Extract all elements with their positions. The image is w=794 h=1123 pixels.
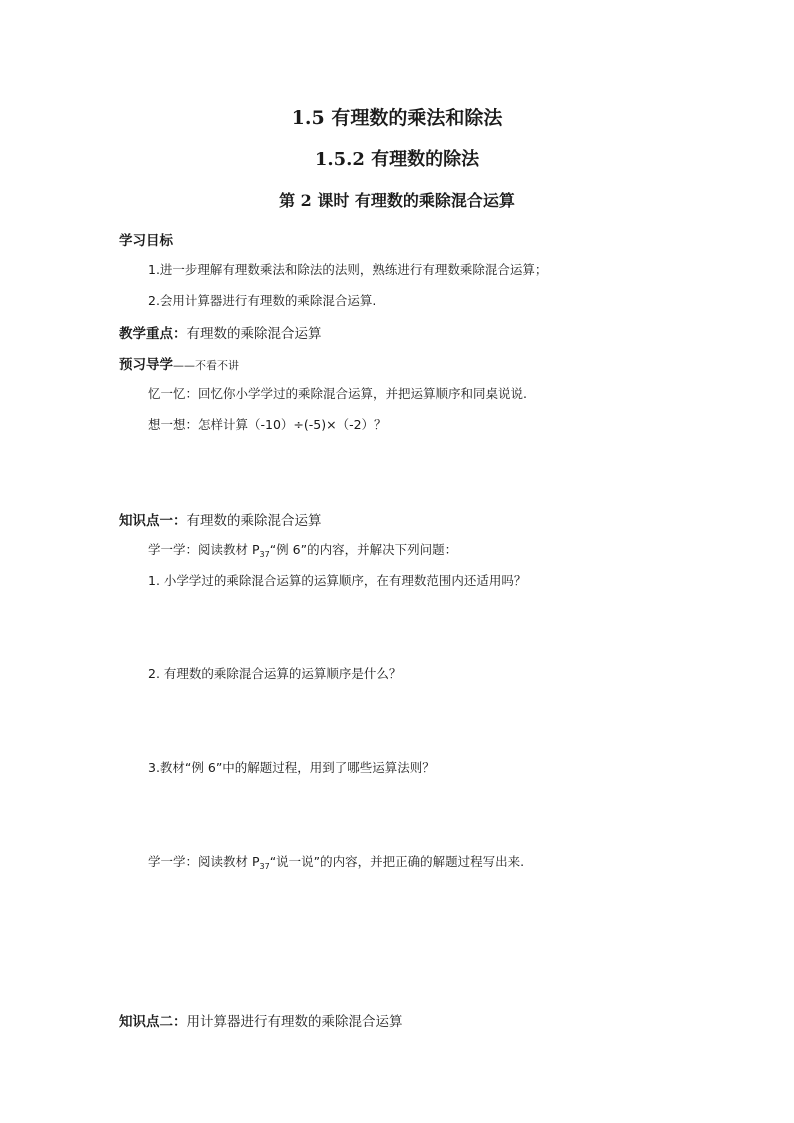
recall-line: 忆一忆：回忆你小学学过的乘除混合运算，并把运算顺序和同桌说说. (148, 386, 527, 401)
knowledge2-label: 知识点二： (119, 1014, 187, 1030)
goal-item-2: 2.会用计算器进行有理数的乘除混合运算. (148, 293, 377, 308)
lesson-title: 第 2 课时 有理数的乘除混合运算 (279, 191, 515, 210)
learn-line-1: 学一学：阅读教材 $P_{37}“$例 6”的内容，并解决下列问题： (148, 542, 458, 559)
question-3: 3.教材“例 6”中的解题过程，用到了哪些运算法则？ (148, 760, 435, 775)
goal-item-1: 1.进一步理解有理数乘法和除法的法则，熟练进行有理数乘除混合运算； (148, 262, 548, 277)
key-point-text: 有理数的乘除混合运算 (186, 326, 322, 342)
main-title: 1.5 有理数的乘法和除法 (291, 107, 503, 129)
question-2: 2. 有理数的乘除混合运算的运算顺序是什么？ (148, 666, 402, 681)
goals-heading: 学习目标 (119, 233, 173, 249)
key-point-label: 教学重点： (119, 326, 187, 342)
key-point (119, 322, 322, 342)
preview-label: 预习导学 (119, 357, 173, 373)
learn-line-2: 学一学：阅读教材 $P_{37}“$说一说”的内容，并把正确的解题过程写出来. (148, 854, 525, 871)
think-line: 想一想：怎样计算（-10）÷(-5)×（-2）？ (148, 417, 387, 432)
preview-heading (119, 353, 239, 373)
preview-note: ——不看不讲 (173, 359, 239, 372)
question-1: 1. 小学学过的乘除混合运算的运算顺序，在有理数范围内还适用吗？ (148, 573, 527, 588)
knowledge1-label: 知识点一： (119, 513, 187, 529)
knowledge2-text: 用计算器进行有理数的乘除混合运算 (186, 1014, 403, 1030)
knowledge2-heading (119, 1010, 403, 1030)
knowledge1-text: 有理数的乘除混合运算 (186, 513, 322, 529)
section-title: 1.5.2 有理数的除法 (314, 149, 480, 170)
knowledge1-heading (119, 509, 322, 529)
